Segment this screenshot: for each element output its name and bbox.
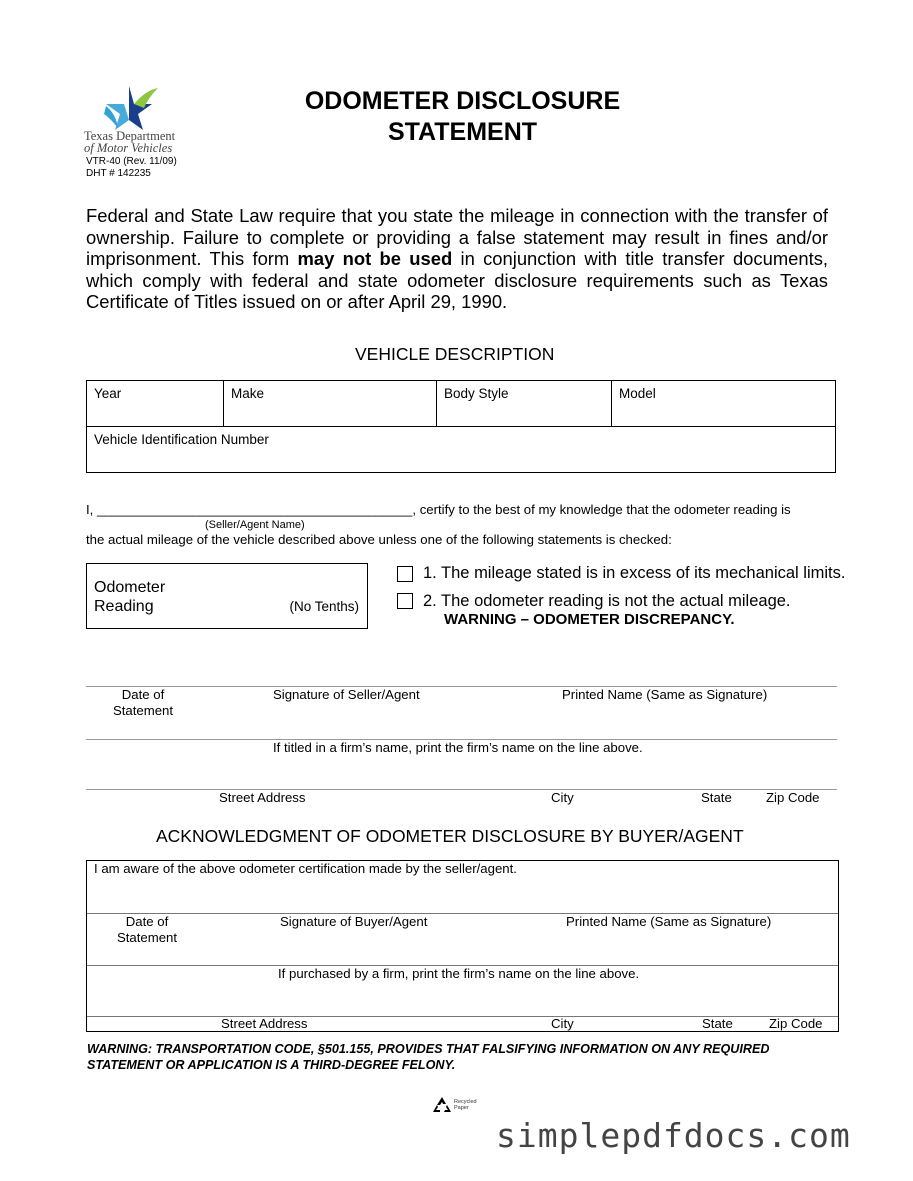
year-field[interactable] (87, 381, 224, 427)
seller-date-label (100, 687, 186, 719)
odometer-reading-box[interactable] (86, 563, 368, 629)
intro-paragraph (86, 205, 828, 313)
buyer-street-label: Street Address (221, 1016, 308, 1031)
buyer-date-line1: Date of (125, 914, 169, 929)
buyer-firm-note: If purchased by a firm, print the firm’s name on the line above. (278, 966, 640, 981)
buyer-state-label: State (702, 1016, 733, 1031)
vehicle-description-table (86, 380, 836, 473)
buyer-aware-text: I am aware of the above odometer certification made by the seller/agent. (94, 861, 517, 876)
statement1-checkbox[interactable] (397, 566, 413, 582)
seller-street-label: Street Address (219, 790, 306, 805)
seller-zip-label: Zip Code (766, 790, 820, 805)
star-logo-icon (104, 84, 160, 130)
vin-field[interactable] (87, 427, 836, 473)
odometer-label (94, 578, 165, 616)
seller-state-label: State (701, 790, 732, 805)
intro-bold: may not be used (297, 248, 453, 269)
title-line2: STATEMENT (387, 118, 538, 146)
discrepancy-warning: WARNING – ODOMETER DISCREPANCY. (444, 611, 735, 628)
seller-printed-name-label: Printed Name (Same as Signature) (562, 687, 768, 702)
recycled-line2: Paper (454, 1105, 469, 1111)
certification-line1: I, ___________________________________________, certify to the best of my knowledge that the odometer reading is (86, 502, 791, 517)
buyer-printed-name-label: Printed Name (Same as Signature) (566, 914, 772, 929)
acknowledgment-heading: ACKNOWLEDGMENT OF ODOMETER DISCLOSURE BY BUYER/AGENT (156, 826, 744, 846)
txdmv-logo (84, 84, 194, 154)
form-number: VTR-40 (Rev. 11/09) (86, 156, 177, 167)
logo-text-line2: of Motor Vehicles (84, 141, 173, 155)
statement2-text: 2. The odometer reading is not the actual mileage. (423, 592, 791, 610)
felony-warning: WARNING: TRANSPORTATION CODE, §501.155, PROVIDES THAT FALSIFYING INFORMATION ON ANY REQUIRED STATEMENT OR APPLICATION IS A THIRD-DEGREE FELONY. (87, 1042, 770, 1072)
make-field[interactable] (224, 381, 437, 427)
watermark: simplepdfdocs.com (496, 1116, 851, 1155)
seller-city-label: City (551, 790, 574, 805)
odometer-label-line1: Odometer (94, 579, 166, 596)
vin-label: Vehicle Identification Number (94, 432, 269, 447)
body-style-field[interactable] (437, 381, 612, 427)
year-label: Year (94, 386, 122, 401)
buyer-date-line2: Statement (116, 930, 178, 945)
buyer-acknowledgment-box (86, 860, 839, 1032)
seller-date-line2: Statement (112, 703, 174, 718)
certification-line2: the actual mileage of the vehicle described above unless one of the following statements is checked: (86, 532, 672, 547)
seller-signature-label: Signature of Seller/Agent (273, 687, 420, 702)
vehicle-description-heading: VEHICLE DESCRIPTION (355, 344, 555, 364)
intro-part1: Federal and State Law require that you state the mileage in connection with the transfer of ownership. Failure to complete or providing a false statement may result in fines and/or imprisonment. This form (86, 205, 828, 269)
seller-firm-note: If titled in a firm’s name, print the firm’s name on the line above. (273, 740, 643, 755)
seller-name-caption: (Seller/Agent Name) (205, 519, 305, 531)
recycle-icon (432, 1096, 452, 1114)
buyer-city-label: City (551, 1016, 574, 1031)
seller-date-line1: Date of (121, 687, 165, 702)
buyer-date-label (104, 914, 190, 946)
buyer-signature-label: Signature of Buyer/Agent (280, 914, 428, 929)
intro-part2: in conjunction with title transfer documents, which comply with federal and state odometer disclosure requirements such as Texas Certificate of Titles issued on or after April 29, 1990. (86, 248, 829, 312)
no-tenths-label: (No Tenths) (289, 599, 359, 614)
make-label: Make (231, 386, 265, 401)
buyer-zip-label: Zip Code (769, 1016, 823, 1031)
recycled-line1: Recycled (454, 1099, 477, 1105)
statement2-checkbox[interactable] (397, 593, 413, 609)
statement1-text: 1. The mileage stated is in excess of its mechanical limits. (423, 564, 846, 582)
model-field[interactable] (612, 381, 836, 427)
body-style-label: Body Style (444, 386, 509, 401)
model-label: Model (619, 386, 656, 401)
odometer-label-line2: Reading (94, 598, 154, 615)
page-title (260, 86, 665, 148)
dht-number: DHT # 142235 (86, 168, 151, 179)
logo-text-line1: Texas Department (84, 129, 176, 143)
title-line1: ODOMETER DISCLOSURE (304, 87, 621, 115)
